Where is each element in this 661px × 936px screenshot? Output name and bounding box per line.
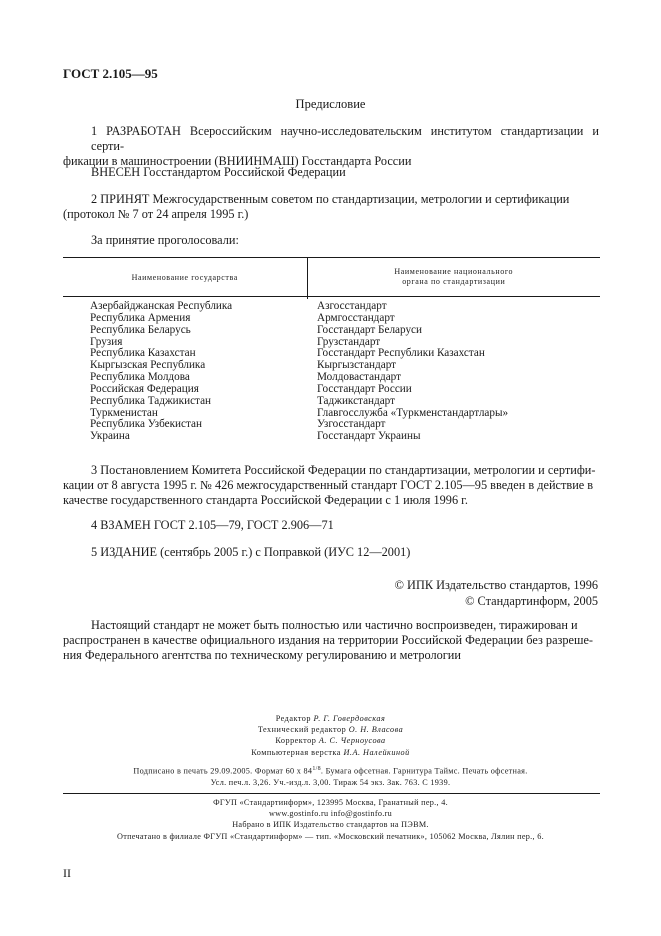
imprint-credits	[0, 713, 661, 758]
table-cell-body: Армгосстандарт	[317, 311, 395, 324]
table-cell-state: Азербайджанская Республика	[90, 300, 233, 312]
publisher-web: www.gostinfo.ru info@gostinfo.ru	[268, 809, 393, 819]
paragraph-3-line-1: 3 Постановлением Комитета Российской Федерации по стандартизации, метрологии и сертифи-	[91, 463, 596, 477]
table-cell-body: Главгосслужба «Туркменстандартлары»	[317, 406, 509, 419]
standard-code-header: ГОСТ 2.105—95	[63, 66, 158, 81]
table-cell-body: Госстандарт Беларуси	[317, 323, 422, 336]
table-header-body	[308, 258, 600, 296]
corrector-name: А. С. Черноусова	[318, 736, 386, 746]
table-cell-state: Туркменистан	[90, 406, 158, 419]
table-cell-state: Республика Армения	[90, 311, 191, 324]
notice-line-2: распространен в качестве официального издания на территории Российской Федерации без разреше-	[63, 633, 594, 647]
imprint-divider	[63, 793, 600, 794]
table-column-states	[63, 297, 307, 443]
table-cell-body: Молдовастандарт	[317, 371, 402, 384]
table-header-body-line-2: органа по стандартизации	[402, 277, 506, 286]
paragraph-1	[63, 124, 599, 169]
table-cell-state: Республика Таджикистан	[90, 394, 212, 407]
table-cell-state: Грузия	[90, 335, 123, 348]
table-cell-state: Республика Беларусь	[90, 323, 191, 336]
paragraph-3	[63, 463, 599, 508]
corrector-role: Корректор	[275, 736, 317, 746]
table-column-divider	[307, 297, 308, 299]
table-cell-body: Кыргызстандарт	[317, 359, 397, 372]
section-title: Предисловие	[295, 97, 366, 111]
table-cell-state: Республика Молдова	[90, 371, 190, 384]
notice-line-1: Настоящий стандарт не может быть полностью или частично воспроизведен, тиражирован и	[91, 618, 578, 632]
table-cell-body: Азгосстандарт	[317, 300, 387, 312]
table-header-body-line-1: Наименование национального	[394, 267, 514, 276]
tech-editor-line	[0, 724, 661, 735]
table-cell-body: Грузстандарт	[317, 335, 381, 348]
print-line-1-start: Подписано в печать 29.09.2005. Формат 60 х 84	[133, 766, 313, 776]
tech-editor-role: Технический редактор	[257, 725, 347, 735]
table-header-state: Наименование государства	[63, 258, 308, 296]
reproduction-notice	[63, 618, 599, 663]
voted-label: За принятие проголосовали:	[91, 233, 239, 247]
paragraph-5: 5 ИЗДАНИЕ (сентябрь 2005 г.) с Поправкой (ИУС 12—2001)	[91, 545, 411, 559]
table-cell-state: Российская Федерация	[90, 382, 199, 395]
corrector-line	[0, 735, 661, 746]
copyright-line-1: © ИПК Издательство стандартов, 1996	[394, 578, 598, 592]
paragraph-2-line-1: 2 ПРИНЯТ Межгосударственным советом по стандартизации, метрологии и сертификации	[91, 192, 570, 206]
table-cell-body: Госстандарт России	[317, 382, 412, 395]
notice-line-3: ния Федерального агентства по техническому регулированию и метрологии	[63, 648, 461, 662]
print-details	[0, 764, 661, 788]
table-cell-state: Республика Казахстан	[90, 347, 196, 360]
print-line-2: Усл. печ.л. 3,26. Уч.-изд.л. 3,00. Тираж 54 экз. Зак. 763. С 1939.	[210, 777, 451, 787]
paragraph-3-line-2: кации от 8 августа 1995 г. № 426 межгосударственный стандарт ГОСТ 2.105—95 введен в действие в	[63, 478, 594, 492]
format-fraction: 1/8	[312, 766, 321, 772]
table-cell-state: Кыргызская Республика	[90, 359, 206, 372]
paragraph-1-line-1: 1 РАЗРАБОТАН Всероссийским научно-исследовательским институтом стандартизации и серти-	[91, 124, 599, 153]
table-cell-body: Таджикстандарт	[317, 394, 396, 407]
print-line-1	[0, 764, 661, 777]
table-cell-state: Республика Узбекистан	[90, 418, 202, 431]
table-cell-body: Госстандарт Украины	[317, 430, 421, 443]
print-line-1-end: . Бумага офсетная. Гарнитура Таймс. Печать офсетная.	[320, 766, 528, 776]
table-column-bodies	[307, 297, 600, 443]
layout-line	[0, 747, 661, 758]
editor-line	[0, 713, 661, 724]
table-header	[63, 258, 600, 296]
table-cell-body: Узгосстандарт	[317, 418, 386, 431]
paragraph-2-line-2: (протокол № 7 от 24 апреля 1995 г.)	[63, 207, 249, 221]
layout-name: И.А. Налейкиной	[343, 747, 410, 757]
paragraph-3-line-3: качестве государственного стандарта Российской Федерации с 1 июля 1996 г.	[63, 493, 468, 507]
introduced-by: ВНЕСЕН Госстандартом Российской Федерации	[91, 165, 346, 179]
paragraph-2	[63, 192, 599, 222]
copyright-line-2: © Стандартинформ, 2005	[465, 594, 598, 608]
layout-role: Компьютерная верстка	[251, 747, 341, 757]
publisher-address: ФГУП «Стандартинформ», 123995 Москва, Гранатный пер., 4.	[213, 798, 448, 807]
editor-name: Р. Г. Говердовская	[313, 714, 386, 723]
voting-table	[63, 257, 600, 443]
publisher-details	[0, 797, 661, 842]
editor-role: Редактор	[275, 714, 311, 723]
copyright-block	[330, 577, 598, 609]
tech-editor-name: О. Н. Власова	[348, 725, 404, 735]
printed-note: Отпечатано в филиале ФГУП «Стандартинформ» — тип. «Московский печатник», 105062 Москва, Лялин пер., 6.	[117, 831, 544, 841]
page-number: II	[63, 866, 71, 880]
table-cell-body: Госстандарт Республики Казахстан	[317, 347, 485, 360]
table-body	[63, 297, 600, 443]
typeset-note: Набрано в ИПК Издательство стандартов на ПЭВМ.	[232, 820, 429, 830]
paragraph-4: 4 ВЗАМЕН ГОСТ 2.105—79, ГОСТ 2.906—71	[91, 518, 334, 532]
paragraph-1-line-2: фикации в машиностроении (ВНИИНМАШ) Госстандарта России	[63, 154, 412, 168]
table-cell-state: Украина	[90, 430, 130, 443]
